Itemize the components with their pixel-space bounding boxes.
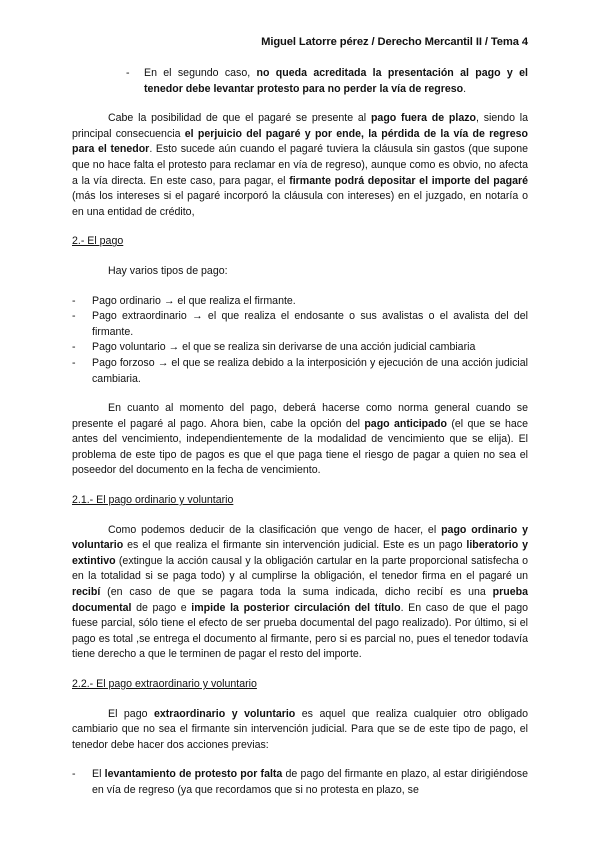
section-heading-extraordinario: 2.2.- El pago extraordinario y voluntario: [72, 678, 257, 690]
list-item: - Pago forzoso → el que se realiza debido a la interposición y ejecución de una acción judicial cambiaria.: [72, 356, 528, 385]
section-intro: Hay varios tipos de pago:: [108, 264, 228, 277]
page-header: Miguel Latorre pérez / Derecho Mercantil II / Tema 4: [261, 36, 528, 48]
list-item: - El levantamiento de protesto por falta de pago del firmante en plazo, al estar dirigiéndose en vía de regreso (ya que recordamos que si no protesta en plazo, se: [72, 768, 528, 796]
dash-bullet: -: [126, 67, 130, 79]
paragraph-extraordinary-payment: El pago extraordinario y voluntario es aquel que realiza cualquier otro obligado cambiario que no sea el firmante sin intervención judicial. Para que se de este tipo de pago, el tenedor debe hacer dos acciones previas:: [72, 707, 528, 751]
list-item: - Pago extraordinario → el que realiza el endosante o sus avalistas o el avalista del del firmante.: [72, 310, 528, 338]
document-body: [72, 66, 528, 813]
prior-actions-list: [72, 767, 528, 798]
section-heading-ordinario: 2.1.- El pago ordinario y voluntario: [72, 494, 234, 507]
list-item: - Pago voluntario → el que se realiza sin derivarse de una acción judicial cambiaria: [72, 341, 476, 354]
paragraph-late-payment: Cabe la posibilidad de que el pagaré se presente al pago fuera de plazo, siendo la principal consecuencia el perjuicio del pagaré y por ende, la pérdida de la vía de regreso para el tenedor. Esto sucede aún cuando el pagaré tuviera la cláusula sin gastos (que supone que no hace falta el protesto para reclamar en vía de regreso), aunque como es obvio, no afecta a la vía directa. En este caso, para pagar, el firmante podrá depositar el importe del pagaré (más los intereses si el pagaré incorporó la cláusula con intereses) en el juzgado, en notaría o en una entidad de crédito,: [72, 112, 528, 218]
list-item: - En el segundo caso, no queda acreditada la presentación al pago y el tenedor debe levantar protesto para no perder la vía de regreso.: [126, 67, 528, 95]
paragraph-ordinary-payment: Como podemos deducir de la clasificación que vengo de hacer, el pago ordinario y voluntario es el que realiza el firmante sin intervención judicial. Este es un pago liberatorio y extintivo (extingue la acción causal y la obligación cartular en la parte proporcional satisfecha o en la totalidad si se paga todo) y al cumplirse la obligación, el tenedor firma en el pagaré un recibí (en caso de que se pagara toda la suma indicada, dicho recibí es una prueba documental de pago e impide la posterior circulación del título. En caso de que el pago fuese parcial, sólo tiene el efecto de ser prueba documental del pago realizado). Por último, si el pago es total ,se entrega el documento al firmante, pero si es parcial no, pues el tenedor todavía tiene derecho a que le terminen de pagar el resto del importe.: [72, 523, 529, 661]
section-heading-pago: 2.- El pago: [72, 235, 124, 248]
intro-bullet-list: [72, 66, 528, 97]
paragraph-payment-moment: En cuanto al momento del pago, deberá hacerse como norma general cuando se presente el pagaré al pago. Ahora bien, cabe la opción del pago anticipado (el que se hace antes del vencimiento, independientemente de la modalidad de vencimiento que se elija). El problema de este tipo de pagos es que el que paga tiene el riesgo de pagar a quien no sea el poseedor del documento en la fecha de vencimiento.: [72, 402, 528, 477]
list-item: - Pago ordinario → el que realiza el firmante.: [72, 294, 296, 307]
payment-types-list: [72, 294, 528, 388]
